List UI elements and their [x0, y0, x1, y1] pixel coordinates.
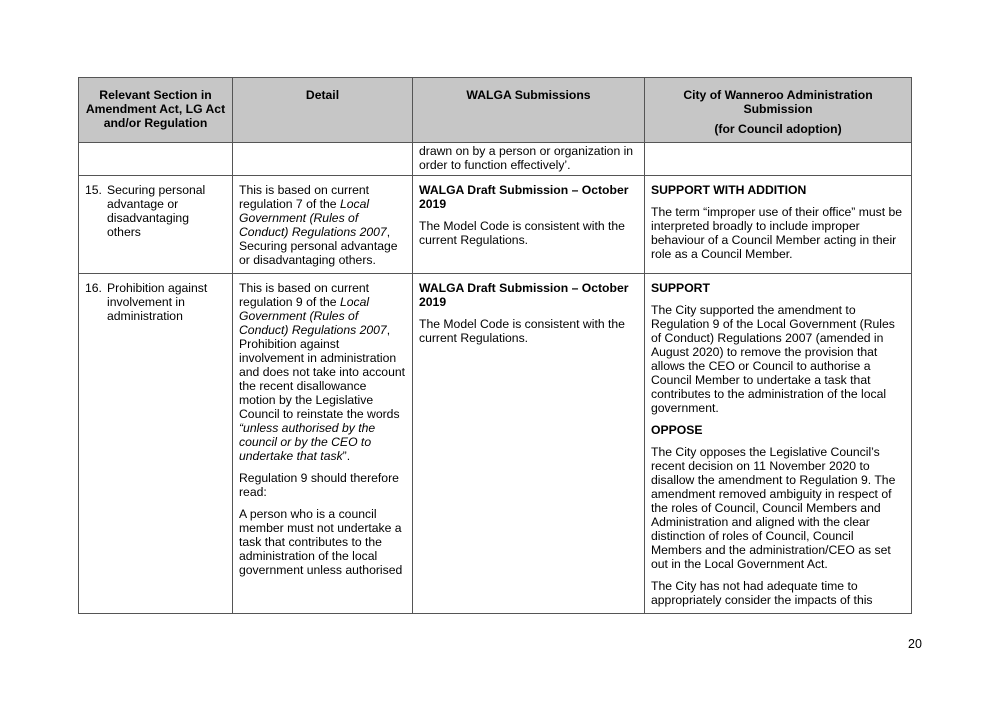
- city-text: The City supported the amendment to Regulation 9 of the Local Government (Rules of Conduct) Regulations 2007 (amended in August 2020) to remove the provision that allows the CEO or Council to authorise a Council Member to undertake a task that contributes to the administration of the local government.: [651, 303, 895, 415]
- detail-text: This is based on current regulation 9 of the Local Government (Rules of Conduct) Regulations 2007, Prohibition against involvement in administration and does not take into account the recent disallowance motion by the Legislative Council to reinstate the words “unless authorised by the council or by the CEO to undertake that task”.: [239, 281, 406, 463]
- submissions-table: [78, 77, 912, 614]
- table-row: [79, 274, 912, 614]
- section-title: Prohibition against involvement in administration: [107, 281, 208, 323]
- cell-walga: [413, 176, 645, 274]
- walga-heading: WALGA Draft Submission – October 2019: [419, 183, 629, 211]
- header-detail: Detail: [233, 78, 413, 143]
- cell-detail: [233, 176, 413, 274]
- walga-heading: WALGA Draft Submission – October 2019: [419, 281, 629, 309]
- cell-detail: [233, 143, 413, 176]
- cell-city: [645, 176, 912, 274]
- walga-text: The Model Code is consistent with the current Regulations.: [419, 317, 625, 345]
- city-heading: SUPPORT: [651, 281, 710, 295]
- detail-paragraph: Regulation 9 should therefore read:: [239, 471, 399, 499]
- section-number: 15.: [85, 183, 102, 197]
- cell-walga: [413, 274, 645, 614]
- cell-city: [645, 274, 912, 614]
- table-row: [79, 143, 912, 176]
- header-relevant-section: Relevant Section in Amendment Act, LG Act and/or Regulation: [79, 78, 233, 143]
- header-city-submission: [645, 78, 912, 143]
- city-text: The City has not had adequate time to appropriately consider the impacts of this: [651, 579, 873, 607]
- cell-detail: [233, 274, 413, 614]
- cell-walga: [413, 143, 645, 176]
- detail-paragraph: A person who is a council member must not undertake a task that contributes to the administration of the local government unless authorised: [239, 507, 403, 577]
- detail-text: This is based on current regulation 7 of the Local Government (Rules of Conduct) Regulations 2007, Securing personal advantage or disadvantaging others.: [239, 183, 398, 267]
- section-title: Securing personal advantage or disadvantaging others: [107, 183, 206, 239]
- city-text: The City opposes the Legislative Council’s recent decision on 11 November 2020 to disallow the amendment to Regulation 9. The amendment removed ambiguity in respect of the roles of Council, Council Members and Administration and aligned with the clear distinction of roles of Council, Council Members and the administration/CEO as set out in the Local Government Act.: [651, 445, 896, 571]
- cell-city: [645, 143, 912, 176]
- header-row: [79, 78, 912, 143]
- cell-section: [79, 143, 233, 176]
- city-heading: OPPOSE: [651, 423, 703, 437]
- cell-section: [79, 274, 233, 614]
- walga-text: The Model Code is consistent with the current Regulations.: [419, 219, 625, 247]
- header-city-title: City of Wanneroo Administration Submission: [683, 88, 873, 116]
- table-row: [79, 176, 912, 274]
- city-text: The term “improper use of their office” must be interpreted broadly to include improper behaviour of a Council Member acting in their role as a Council Member.: [651, 205, 903, 261]
- walga-continuation-text: drawn on by a person or organization in order to function effectively’.: [419, 144, 634, 172]
- section-number: 16.: [85, 281, 102, 295]
- cell-section: [79, 176, 233, 274]
- page-number: 20: [908, 637, 922, 651]
- header-city-subtitle: (for Council adoption): [714, 122, 842, 136]
- header-walga-submissions: WALGA Submissions: [413, 78, 645, 143]
- city-heading: SUPPORT WITH ADDITION: [651, 183, 807, 197]
